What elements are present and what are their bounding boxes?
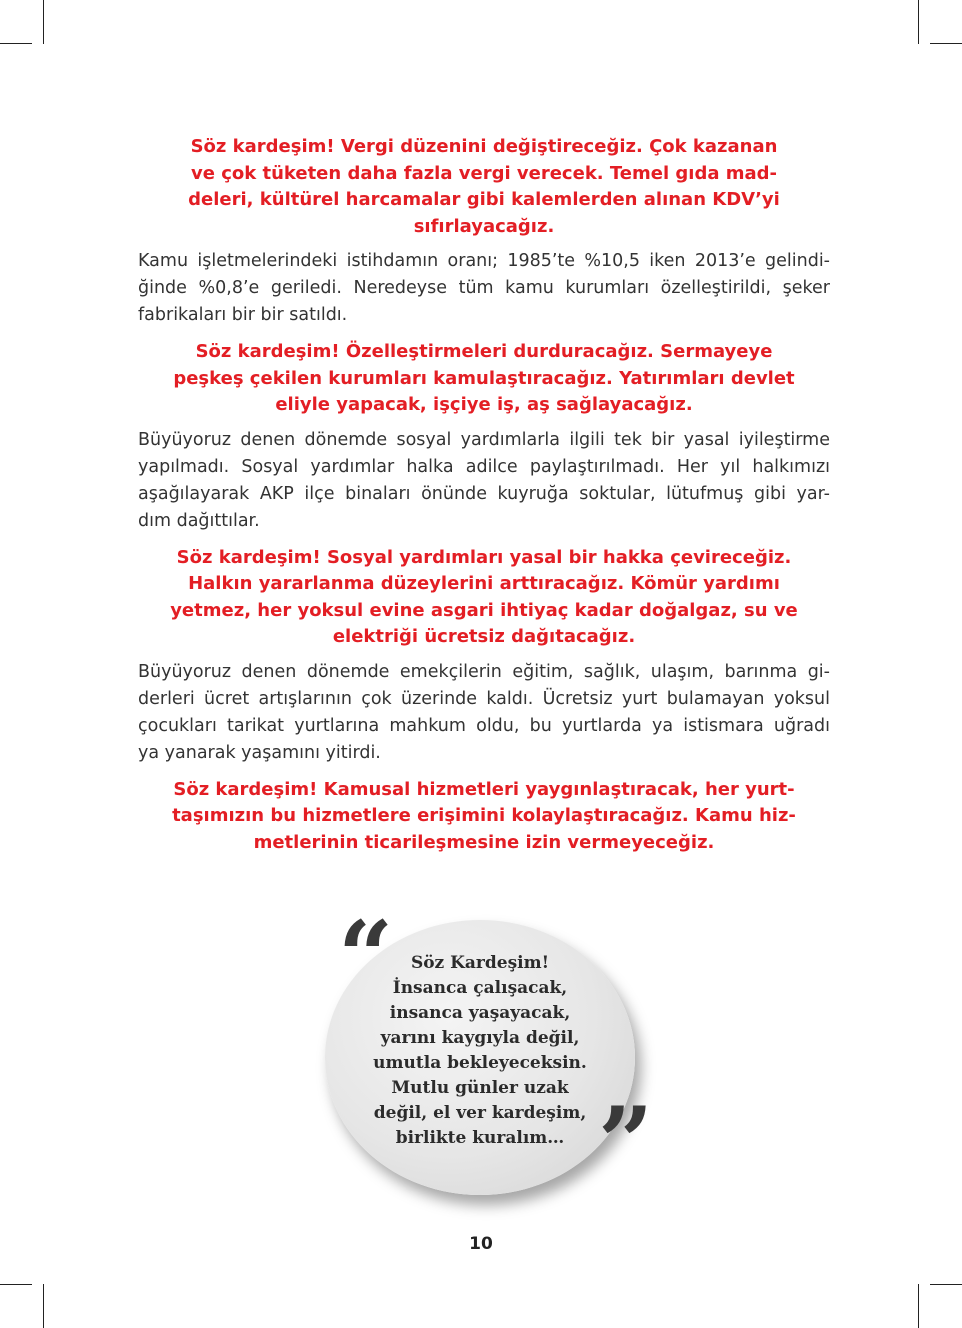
text-line: elektriği ücretsiz dağıtacağız. [332, 626, 636, 647]
body-paragraph [138, 248, 830, 329]
body-paragraph [138, 427, 830, 535]
quote-line: insanca yaşayacak, [389, 1003, 571, 1023]
text-line: Söz kardeşim! Özelleştirmeleri durduracağız. Sermayeye [195, 341, 773, 362]
highlight-paragraph [138, 339, 830, 419]
text-line: dım dağıttılar. [138, 510, 260, 531]
text-line: Söz kardeşim! Sosyal yardımları yasal bir hakka çevireceğiz. [176, 546, 792, 568]
page-content [138, 134, 830, 864]
text-line: Halkın yararlanma düzeylerini arttıracağız. Kömür yardımı [188, 573, 780, 594]
quote-line: değil, el ver kardeşim, [373, 1103, 587, 1123]
text-line: Söz kardeşim! Vergi düzenini değiştireceğiz. Çok kazanan [190, 136, 778, 157]
text-line: derleri ücret artışlarının çok üzerinde kaldı. Ücretsiz yurt bulamayan yoksul [138, 688, 830, 709]
crop-mark [918, 0, 919, 44]
text-line: peşkeş çekilen kurumları kamulaştıracağız. Yatırımları devlet [173, 367, 795, 389]
text-line: Büyüyoruz denen dönemde sosyal yardımlarla ilgili tek bir yasal iyileştirme [138, 429, 830, 450]
text-line: yetmez, her yoksul evine asgari ihtiyaç kadar doğalgaz, su ve [170, 599, 798, 621]
text-line: Büyüyoruz denen dönemde emekçilerin eğitim, sağlık, ulaşım, barınma gi- [138, 661, 830, 682]
closing-quote-icon: ” [598, 1086, 654, 1199]
crop-mark [930, 1284, 962, 1285]
body-paragraph [138, 659, 830, 767]
text-line: taşımızın bu hizmetlere erişimini kolaylaştıracağız. Kamu hiz- [172, 805, 796, 826]
text-line: ve çok tüketen daha fazla vergi verecek. Temel gıda mad- [190, 162, 777, 184]
crop-mark [43, 1284, 44, 1328]
text-line: çocukları tarikat yurtlarına mahkum oldu, bu yurtlarda ya istismara uğradı [138, 715, 830, 736]
text-line: eliyle yapacak, işçiye iş, aş sağlayacağız. [275, 394, 693, 415]
text-line: metlerinin ticarileşmesine izin vermeyeceğiz. [253, 831, 715, 853]
quote-line: birlikte kuralım… [395, 1128, 565, 1148]
crop-mark [918, 1284, 919, 1328]
quote-bubble [320, 900, 654, 1205]
text-line: yapılmadı. Sosyal yardımlar halka adilce paylaştırılmadı. Her yıl halkımızı [138, 456, 830, 477]
quote-line: Söz Kardeşim! [410, 953, 550, 973]
opening-quote-icon: “ [338, 900, 394, 1013]
quote-line: umutla bekleyeceksin. [373, 1053, 587, 1073]
text-line: aşağılayarak AKP ilçe binaları önünde kuyruğa soktular, lütufmuş gibi yar- [138, 483, 830, 504]
crop-mark [43, 0, 44, 44]
quote-line: İnsanca çalışacak, [392, 978, 568, 998]
quote-line: Mutlu günler uzak [391, 1078, 569, 1098]
highlight-paragraph [138, 545, 830, 651]
text-line: Kamu işletmelerindeki istihdamın oranı; 1985’te %10,5 iken 2013’e gelindi- [138, 251, 830, 271]
text-line: deleri, kültürel harcamalar gibi kalemlerden alınan KDV’yi [188, 189, 780, 210]
text-line: sıfırlayacağız. [413, 215, 555, 237]
page-number: 10 [469, 1234, 493, 1254]
crop-mark [0, 43, 32, 44]
text-line: fabrikaları bir bir satıldı. [138, 305, 348, 325]
quote-line: yarını kaygıyla değil, [380, 1028, 580, 1048]
crop-mark [930, 43, 962, 44]
crop-mark [0, 1284, 32, 1285]
quote-text [355, 951, 605, 1151]
highlight-paragraph [138, 134, 830, 240]
highlight-paragraph [138, 777, 830, 857]
text-line: ya yanarak yaşamını yitirdi. [138, 742, 381, 763]
text-line: Söz kardeşim! Kamusal hizmetleri yaygınlaştıracak, her yurt- [173, 778, 795, 800]
text-line: ğinde %0,8’e geriledi. Neredeyse tüm kamu kurumları özelleştirildi, şeker [138, 278, 830, 298]
